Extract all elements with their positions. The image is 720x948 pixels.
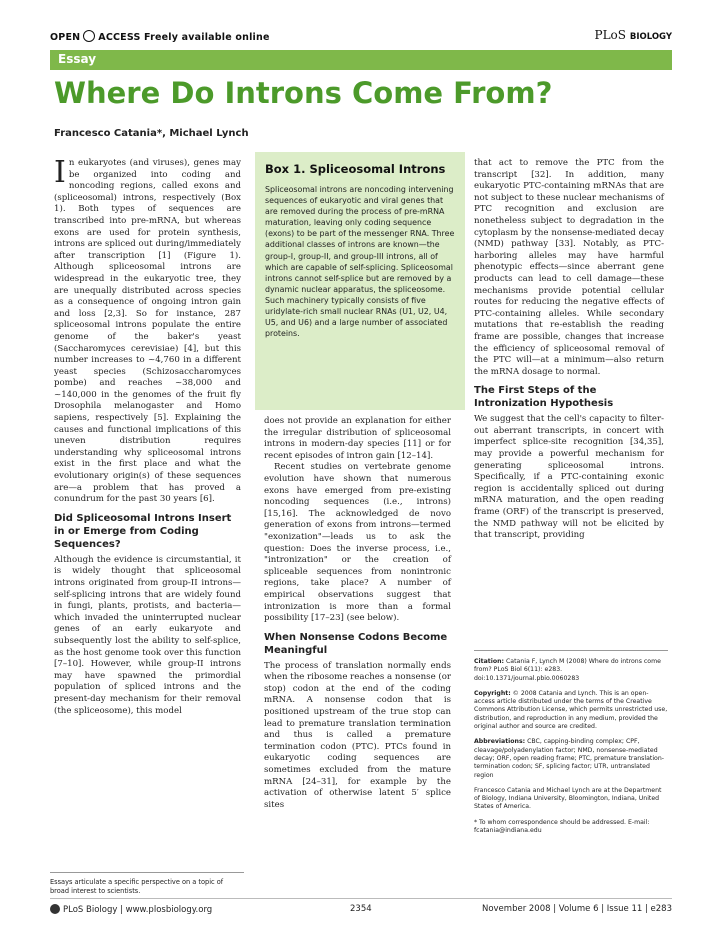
journal-name: PLoS xyxy=(594,28,627,42)
article-metadata xyxy=(474,658,668,842)
section-heading-3: The First Steps of the Intronization Hypothesis xyxy=(474,385,614,410)
section-heading-1: Did Spliceosomal Introns Insert in or Emerge from Coding Sequences? xyxy=(54,512,232,550)
column-3 xyxy=(474,158,664,542)
column-1 xyxy=(54,155,241,717)
divider xyxy=(50,872,244,873)
intro-paragraph xyxy=(54,155,241,506)
citation xyxy=(474,658,668,683)
paragraph: Recent studies on vertebrate genome evolution have shown that numerous exons have emerged from pre-existing noncoding sequences (i.e., introns) [15,16]. The acknowledged de novo generation of exons from introns—termed "exonization"—leads us to ask the question: Does the inverse process, i.e., "intronization" or the creation of spliceable sequences from nonintronic regions, take place? A number of empirical observations suggest that intronization is more than a formal possibility [17–23] (see below). xyxy=(264,462,451,624)
citation-label: Citation: xyxy=(474,658,505,665)
paragraph: Although the evidence is circumstantial, it is widely thought that spliceosomal introns originated from group-II introns—self-splicing introns that are widely found in fungi, plants, protists, and bacteria—which invaded the uninterrupted nuclear genes of an early eukaryote and subsequently lost the ability to self-splice, as the host genome took over this function [7–10]. However, while group-II introns may have spawned the primordial population of spliced introns and the present-day mechanism for their removal (the spliceosome), this model xyxy=(54,554,241,716)
affiliation: Francesco Catania and Michael Lynch are at the Department of Biology, Indiana University, Bloomington, Indiana, United States of America. xyxy=(474,786,662,811)
drop-cap: I xyxy=(54,155,66,190)
citation-text: Catania F, Lynch M (2008) Where do introns come from? PLoS Biol 6(11): e283. doi:10.1371/journal.pbio.0060283 xyxy=(474,658,661,682)
divider xyxy=(474,650,668,651)
section-label: Essay xyxy=(58,52,97,66)
footer-journal-text: PLoS Biology | www.plosbiology.org xyxy=(63,905,213,915)
paragraph: that act to remove the PTC from the transcript [32]. In addition, many eukaryotic PTC-containing mRNAs that are not subject to these nuclear mechanisms of PTC recognition and exclusion are nonetheless subject to degradation in the cytoplasm by the nonsense-mediated decay (NMD) pathway [33]. Notably, as PTC-harboring alleles may have harmful phenotypic effects—since aberrant gene products can lead to cell damage—these mechanisms provide potential cellular routes for reducing the negative effects of PTC-containing alleles. While secondary mutations that re-establish the reading frame are possible, changes that increase the efficiency of spliceosomal removal of the PTC will—at a minimum—also return the mRNA dosage to normal. xyxy=(474,158,664,377)
box-1 xyxy=(255,152,465,410)
footer-journal xyxy=(50,904,212,915)
abbreviations-label: Abbreviations: xyxy=(474,738,526,746)
divider xyxy=(50,898,672,899)
paragraph: does not provide an explanation for either the irregular distribution of spliceosomal introns in modern-day species [11] or for recent episodes of intron gain [12–14]. xyxy=(264,416,451,461)
box-body: Spliceosomal introns are noncoding intervening sequences of eukaryotic and viral genes that are removed during the process of pre-mRNA maturation, leaving only coding sequence (exons) to be part of the messenger RNA. Three additional classes of introns are known—the group-I, group-II, and group-III introns, all of which are capable of self-splicing. Spliceosomal introns cannot self-splice but are removed by a dynamic nuclear apparatus, the spliceosome. Such machinery typically consists of five uridylate-rich small nuclear RNAs (U1, U2, U4, U5, and U6) and a large number of associated proteins. xyxy=(265,185,455,339)
paragraph: We suggest that the cell's capacity to filter-out aberrant transcripts, in concert with imperfect splice-site recognition [34,35], may provide a powerful mechanism for generating spliceosomal introns. Specifically, if a PTC-containing exonic region is accidentally spliced out during mRNA maturation, and the open reading frame (ORF) of the transcript is preserved, the NMD pathway will not be elicited by that transcript, providing xyxy=(474,414,664,541)
column-2 xyxy=(264,416,451,811)
open-access-label xyxy=(50,30,270,43)
plos-logo-icon xyxy=(50,904,60,914)
lock-icon xyxy=(83,30,95,42)
section-bar xyxy=(50,50,672,70)
page-number: 2354 xyxy=(350,904,372,914)
open-label: OPEN xyxy=(50,32,81,43)
footer-issue: November 2008 | Volume 6 | Issue 11 | e283 xyxy=(481,904,672,914)
access-label: ACCESS xyxy=(98,32,141,43)
journal-logo xyxy=(595,28,672,42)
article-authors: Francesco Catania*, Michael Lynch xyxy=(54,128,249,139)
copyright-label: Copyright: xyxy=(474,689,511,697)
abbreviations-text: CBC, capping-binding complex; CPF, cleavage/polyadenylation factor; NMD, nonsense-mediated decay; ORF, open reading frame; PTC, premature translation-termination codon; SF, splicing factor; UTR, untranslated region xyxy=(474,738,664,779)
essay-note: Essays articulate a specific perspective on a topic of broad interest to scientists. xyxy=(50,878,224,895)
intro-text: n eukaryotes (and viruses), genes may be organized into coding and noncoding regions, called exons and (spliceosomal) introns, respectively (Box 1). Both types of sequences are transcribed into pre-mRNA, but whereas exons are used for protein synthesis, introns are spliced out during/immediately after transcription [1] (Figure 1). Although spliceosomal introns are widespread in the eukaryotic tree, they are unequally distributed across species as a consequence of ongoing intron gain and loss [2,3]. So for instance, 287 spliceosomal introns populate the entire genome of the baker's yeast (Saccharomyces cerevisiae) [4], but this number increases to ~4,760 in a different yeast species (Schizosaccharomyces pombe) and reaches ~38,000 and ~140,000 in the genomes of the fruit fly Drosophila melanogaster and Homo sapiens, respectively [5]. Explaining the causes and functional implications of this uneven distribution requires understanding why spliceosomal introns exist in the first place and what the evolutionary origin(s) of these sequences are—a problem that has proved a conundrum for the past 30 years [6]. xyxy=(54,158,241,505)
page-footer xyxy=(50,904,672,920)
paragraph: The process of translation normally ends when the ribosome reaches a nonsense (or stop) codon at the end of the coding mRNA. A nonsense codon that is positioned upstream of the true stop can lead to premature translation termination and thus is called a premature termination codon (PTC). PTCs found in eukaryotic coding sequences are sometimes excluded from the mature mRNA [24–31], for example by the activation of otherwise latent 5′ splice sites xyxy=(264,660,452,810)
journal-header xyxy=(50,28,672,50)
box-title: Box 1. Spliceosomal Introns xyxy=(265,162,446,176)
correspondence: * To whom correspondence should be addressed. E-mail: fcatania@indiana.edu xyxy=(474,818,650,835)
abbreviations xyxy=(474,738,668,779)
freely-available-label: Freely available online xyxy=(144,32,270,43)
section-heading-2: When Nonsense Codons Become Meaningful xyxy=(264,631,448,656)
copyright-text: © 2008 Catania and Lynch. This is an open-access article distributed under the terms of the Creative Commons Attribution License, which permits unrestricted use, distribution, and reproduction in any medium, provided the original author and source are credited. xyxy=(474,689,668,731)
journal-sub: BIOLOGY xyxy=(629,32,672,42)
copyright xyxy=(474,690,668,731)
article-title: Where Do Introns Come From? xyxy=(54,76,553,110)
